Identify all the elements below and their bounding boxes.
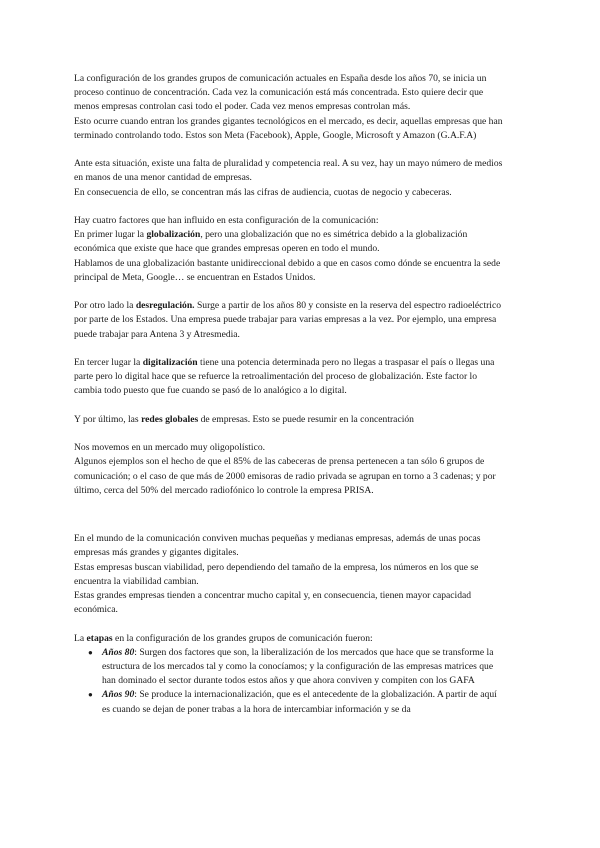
list-item: ● Años 90: Se produce la internacionalización, que es el antecedente de la globalización. A partir de aquí es cuando se dejan de poner trabas a la hora de intercambiar información y se da — [88, 689, 497, 715]
bold-term: etapas — [86, 632, 113, 644]
document-page — [74, 72, 504, 717]
stages-list — [74, 646, 504, 717]
paragraph-line: Esto ocurre cuando entran los grandes gigantes tecnológicos en el mercado, es decir, aquellas empresas que han terminado controlando todo. Estos son Meta (Facebook), Apple, Google, Microsoft y Amazon (G.A.F.A) — [74, 115, 503, 141]
paragraph-line: Hay cuatro factores que han influido en esta configuración de la comunicación: — [74, 215, 379, 226]
stages-intro: La etapas en la configuración de los grandes grupos de comunicación fueron: — [74, 632, 373, 644]
bold-term: desregulación. — [135, 300, 195, 312]
factor-redes-globales: Y por último, las redes globales de empresas. Esto se puede resumir en la concentración — [74, 413, 414, 425]
paragraph-line: Nos movemos en un mercado muy oligopolístico. — [74, 442, 266, 454]
paragraph-line: Ante esta situación, existe una falta de pluralidad y competencia real. A su vez, hay un mayo número de medios en manos de una menor cantidad de empresas. — [74, 158, 503, 184]
factor-desregulacion: Por otro lado la desregulación. Surge a partir de los años 80 y consiste en la reserva del espectro radioeléctrico por parte de los Estados. Una empresa puede trabajar para varias empresas a la vez. Por ejemplo, una empresa puede trabajar para Antena 3 y Atresmedia. — [74, 300, 502, 340]
paragraph-line: Hablamos de una globalización bastante unidireccional debido a que en casos como dónde se encuentra la sede principal de Meta, Google… se encuentran en Estados Unidos. — [74, 257, 501, 283]
bold-term: globalización — [146, 229, 201, 241]
paragraph-line: La configuración de los grandes grupos de comunicación actuales en España desde los años 70, se inicia un proceso continuo de concentración. Cada vez la comunicación está más concentrada. Esto quiere decir que menos empresas controlan casi todo el poder. Cada vez menos empresas controlan más. — [74, 73, 487, 113]
stage-label: Años 90 — [102, 689, 135, 701]
paragraph-line: Estas grandes empresas tienden a concentrar mucho capital y, en consecuencia, tienen mayor capacidad económica. — [74, 590, 472, 616]
bullet-icon: ● — [88, 690, 93, 700]
bullet-icon: ● — [88, 647, 93, 657]
factor-globalizacion: En primer lugar la globalización, pero una globalización que no es simétrica debido a la globalización económica que existe que hace que grandes empresas operen en todo el mundo. — [74, 229, 468, 255]
bold-term: digitalización — [142, 357, 198, 368]
factor-digitalizacion: En tercer lugar la digitalización tiene una potencia determinada pero no llegas a traspasar el país o llegas una parte pero lo digital hace que se refuerce la retroalimentación del proceso de globalización. Este factor lo cambia todo puesto que fue cuando se pasó de lo analógico a lo digital. — [74, 357, 495, 397]
bold-term: redes globales — [141, 413, 199, 425]
list-item: ● Años 80: Surgen dos factores que son, la liberalización de los mercados que hace que se transforme la estructura de los mercados tal y como la conocíamos; y la configuración de las empresas matrices que han dominado el sector durante todos estos años y que ahora conviven y compiten con los GAFA — [88, 646, 494, 687]
stage-label: Años 80 — [102, 646, 135, 658]
paragraph-line: Algunos ejemplos son el hecho de que el 85% de las cabeceras de prensa pertenecen a tan sólo 6 grupos de comunicación; o el caso de que más de 2000 emisoras de radio privada se agrupan en torno a 3 cadenas; y por último, cerca del 50% del mercado radiofónico lo controle la empresa PRISA. — [74, 456, 496, 496]
paragraph-line: En el mundo de la comunicación conviven muchas pequeñas y medianas empresas, además de unas pocas empresas más grandes y gigantes digitales. — [74, 533, 481, 559]
paragraph-line: Estas empresas buscan viabilidad, pero dependiendo del tamaño de la empresa, los números en los que se encuentra la viabilidad cambian. — [74, 561, 479, 587]
paragraph-line: En consecuencia de ello, se concentran más las cifras de audiencia, cuotas de negocio y cabeceras. — [74, 186, 452, 198]
